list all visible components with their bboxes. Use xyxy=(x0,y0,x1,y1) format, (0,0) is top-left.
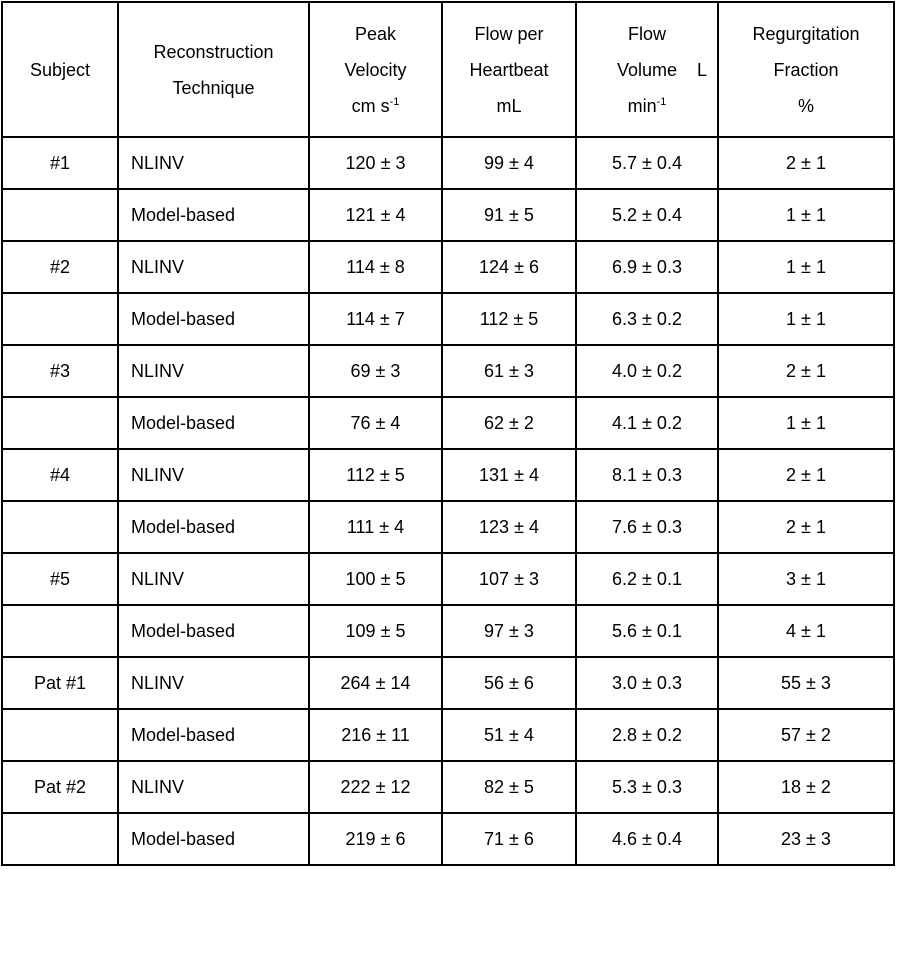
cell-peak-velocity: 112 ± 5 xyxy=(309,449,442,501)
cell-peak-velocity: 114 ± 7 xyxy=(309,293,442,345)
cell-regurgitation-fraction: 2 ± 1 xyxy=(718,501,894,553)
header-flow-per-heartbeat: Flow per Heartbeat mL xyxy=(442,2,576,137)
cell-peak-velocity: 109 ± 5 xyxy=(309,605,442,657)
table-row xyxy=(2,553,894,605)
cell-technique: Model-based xyxy=(118,293,309,345)
cell-peak-velocity: 216 ± 11 xyxy=(309,709,442,761)
header-row xyxy=(2,2,894,137)
cell-flow-volume: 3.0 ± 0.3 xyxy=(576,657,718,709)
cell-subject xyxy=(2,189,118,241)
cell-flow-volume: 6.9 ± 0.3 xyxy=(576,241,718,293)
cell-technique: NLINV xyxy=(118,761,309,813)
cell-regurgitation-fraction: 57 ± 2 xyxy=(718,709,894,761)
cell-peak-velocity: 264 ± 14 xyxy=(309,657,442,709)
cell-technique: Model-based xyxy=(118,709,309,761)
cell-regurgitation-fraction: 4 ± 1 xyxy=(718,605,894,657)
cell-flow-per-heartbeat: 51 ± 4 xyxy=(442,709,576,761)
cell-technique: NLINV xyxy=(118,137,309,189)
cell-flow-per-heartbeat: 131 ± 4 xyxy=(442,449,576,501)
table-row xyxy=(2,605,894,657)
cell-flow-per-heartbeat: 61 ± 3 xyxy=(442,345,576,397)
header-subject: Subject xyxy=(2,2,118,137)
table-row xyxy=(2,761,894,813)
peak-velocity-unit: cm $s^{-1}$ xyxy=(351,95,400,116)
cell-flow-per-heartbeat: 71 ± 6 xyxy=(442,813,576,865)
cell-peak-velocity: 111 ± 4 xyxy=(309,501,442,553)
cell-flow-per-heartbeat: 56 ± 6 xyxy=(442,657,576,709)
cell-flow-per-heartbeat: 62 ± 2 xyxy=(442,397,576,449)
cell-subject: #2 xyxy=(2,241,118,293)
cell-flow-volume: 7.6 ± 0.3 xyxy=(576,501,718,553)
header-flow-volume: Flow Volume L $\min^{-1}$ xyxy=(576,2,718,137)
cell-flow-volume: 5.6 ± 0.1 xyxy=(576,605,718,657)
cell-peak-velocity: 69 ± 3 xyxy=(309,345,442,397)
cell-peak-velocity: 121 ± 4 xyxy=(309,189,442,241)
cell-subject xyxy=(2,397,118,449)
cell-subject: Pat #2 xyxy=(2,761,118,813)
table-row xyxy=(2,449,894,501)
cell-flow-per-heartbeat: 107 ± 3 xyxy=(442,553,576,605)
cell-technique: Model-based xyxy=(118,397,309,449)
table-row xyxy=(2,709,894,761)
cell-flow-per-heartbeat: 112 ± 5 xyxy=(442,293,576,345)
cell-flow-per-heartbeat: 123 ± 4 xyxy=(442,501,576,553)
cell-peak-velocity: 222 ± 12 xyxy=(309,761,442,813)
cell-regurgitation-fraction: 18 ± 2 xyxy=(718,761,894,813)
cell-subject: #5 xyxy=(2,553,118,605)
table-body xyxy=(2,137,894,865)
cell-regurgitation-fraction: 2 ± 1 xyxy=(718,449,894,501)
cell-subject: #3 xyxy=(2,345,118,397)
cell-regurgitation-fraction: 55 ± 3 xyxy=(718,657,894,709)
cell-technique: NLINV xyxy=(118,657,309,709)
table-row xyxy=(2,345,894,397)
cell-subject xyxy=(2,813,118,865)
cell-regurgitation-fraction: 2 ± 1 xyxy=(718,345,894,397)
cell-technique: Model-based xyxy=(118,605,309,657)
cell-flow-volume: 5.7 ± 0.4 xyxy=(576,137,718,189)
cell-subject: #4 xyxy=(2,449,118,501)
cell-technique: Model-based xyxy=(118,813,309,865)
cell-regurgitation-fraction: 3 ± 1 xyxy=(718,553,894,605)
cell-technique: NLINV xyxy=(118,449,309,501)
table-row xyxy=(2,241,894,293)
cell-flow-volume: 4.6 ± 0.4 xyxy=(576,813,718,865)
cell-peak-velocity: 114 ± 8 xyxy=(309,241,442,293)
cell-flow-per-heartbeat: 91 ± 5 xyxy=(442,189,576,241)
table-row xyxy=(2,397,894,449)
cell-technique: Model-based xyxy=(118,501,309,553)
table-row xyxy=(2,657,894,709)
cell-subject: Pat #1 xyxy=(2,657,118,709)
cell-regurgitation-fraction: 1 ± 1 xyxy=(718,189,894,241)
header-peak-velocity: Peak Velocity cm $s^{-1}$ xyxy=(309,2,442,137)
cell-flow-per-heartbeat: 97 ± 3 xyxy=(442,605,576,657)
cell-peak-velocity: 100 ± 5 xyxy=(309,553,442,605)
table-row xyxy=(2,189,894,241)
cell-technique: NLINV xyxy=(118,241,309,293)
table-header xyxy=(2,2,894,137)
cell-peak-velocity: 219 ± 6 xyxy=(309,813,442,865)
cell-technique: Model-based xyxy=(118,189,309,241)
cell-flow-per-heartbeat: 82 ± 5 xyxy=(442,761,576,813)
cell-regurgitation-fraction: 1 ± 1 xyxy=(718,397,894,449)
cell-flow-volume: 8.1 ± 0.3 xyxy=(576,449,718,501)
table-row xyxy=(2,293,894,345)
cell-technique: NLINV xyxy=(118,553,309,605)
results-table xyxy=(1,1,895,866)
cell-regurgitation-fraction: 2 ± 1 xyxy=(718,137,894,189)
table-row xyxy=(2,813,894,865)
cell-peak-velocity: 120 ± 3 xyxy=(309,137,442,189)
cell-regurgitation-fraction: 1 ± 1 xyxy=(718,293,894,345)
cell-flow-volume: 2.8 ± 0.2 xyxy=(576,709,718,761)
table-row xyxy=(2,137,894,189)
cell-subject: #1 xyxy=(2,137,118,189)
cell-flow-volume: 4.1 ± 0.2 xyxy=(576,397,718,449)
flow-volume-unit: $\min^{-1}$ xyxy=(627,95,667,116)
cell-flow-per-heartbeat: 99 ± 4 xyxy=(442,137,576,189)
cell-flow-volume: 4.0 ± 0.2 xyxy=(576,345,718,397)
header-regurgitation-fraction: Regurgitation Fraction % xyxy=(718,2,894,137)
cell-flow-volume: 5.3 ± 0.3 xyxy=(576,761,718,813)
cell-subject xyxy=(2,501,118,553)
cell-flow-volume: 5.2 ± 0.4 xyxy=(576,189,718,241)
cell-subject xyxy=(2,293,118,345)
table-row xyxy=(2,501,894,553)
cell-peak-velocity: 76 ± 4 xyxy=(309,397,442,449)
cell-subject xyxy=(2,709,118,761)
cell-subject xyxy=(2,605,118,657)
header-technique: Reconstruction Technique xyxy=(118,2,309,137)
cell-regurgitation-fraction: 23 ± 3 xyxy=(718,813,894,865)
cell-flow-volume: 6.3 ± 0.2 xyxy=(576,293,718,345)
cell-regurgitation-fraction: 1 ± 1 xyxy=(718,241,894,293)
cell-flow-per-heartbeat: 124 ± 6 xyxy=(442,241,576,293)
cell-technique: NLINV xyxy=(118,345,309,397)
cell-flow-volume: 6.2 ± 0.1 xyxy=(576,553,718,605)
